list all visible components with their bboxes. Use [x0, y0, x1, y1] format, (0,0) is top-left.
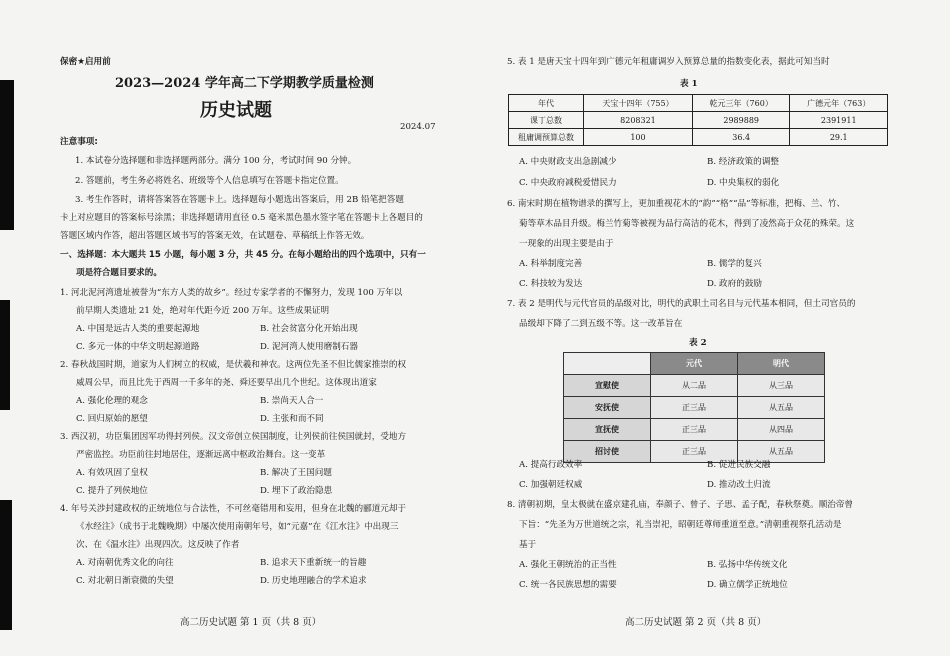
table-row — [509, 112, 888, 129]
question-6-cont: 菊等草木品目升级。梅兰竹菊等被视为品行高洁的花木，得到了凌然高于众花的殊荣。这 — [519, 219, 855, 229]
table-row — [509, 129, 888, 146]
question-1: 1. 河北泥河湾遗址被誉为“东方人类的故乡”。经过专家学者的不懈努力，发现 100 万年以 — [60, 288, 403, 298]
option: B. 儒学的复兴 — [707, 259, 762, 269]
table-row — [564, 375, 825, 397]
option: B. 解决了王国问题 — [260, 468, 332, 478]
question-4-cont: 次、在《温水注》出现四次。这反映了作者 — [76, 540, 240, 550]
option: B. 弘扬中华传统文化 — [707, 560, 788, 570]
table-header: 元代 — [651, 353, 738, 375]
table-cell: 正三品 — [651, 397, 738, 419]
question-8-cont: 基于 — [519, 540, 537, 550]
option: D. 推动改土归流 — [707, 480, 771, 490]
table-cell: 从二品 — [651, 375, 738, 397]
table-header — [564, 353, 651, 375]
table-cell: 安抚使 — [564, 397, 651, 419]
table-cell: 36.4 — [692, 129, 790, 146]
option: B. 崇尚天人合一 — [260, 396, 324, 406]
question-3: 3. 西汉初，功臣集团因军功得封列侯。汉文帝创立侯国制度，让列侯前往侯国就封，受地方 — [60, 432, 407, 442]
note-1: 1. 本试卷分选择题和非选择题两部分。满分 100 分，考试时间 90 分钟。 — [75, 156, 357, 166]
option: A. 中国是远古人类的重要起源地 — [76, 324, 200, 334]
table-cell: 招讨使 — [564, 441, 651, 463]
page-2 — [475, 0, 950, 656]
table-cell: 正三品 — [651, 419, 738, 441]
table-header: 天宝十四年（755） — [584, 95, 693, 112]
table-cell: 课丁总数 — [509, 112, 584, 129]
table-cell: 2989889 — [692, 112, 790, 129]
table-row — [564, 441, 825, 463]
table-cell: 100 — [584, 129, 693, 146]
confidential-label: 保密★启用前 — [60, 57, 111, 67]
table-row — [564, 397, 825, 419]
option: D. 中央集权的弱化 — [707, 178, 780, 188]
table-cell: 2391911 — [790, 112, 888, 129]
note-3-cont: 答题区域内作答，超出答题区域书写的答案无效，在试题卷、草稿纸上作答无效。 — [60, 231, 370, 241]
table-cell: 宣慰使 — [564, 375, 651, 397]
page-footer: 高二历史试题 第 2 页（共 8 页） — [625, 617, 767, 628]
option: B. 社会贫富分化开始出现 — [260, 324, 358, 334]
option: C. 提升了列侯地位 — [76, 486, 148, 496]
question-8-cont: 下旨：“先圣为万世道统之宗，礼当崇祀，昭朝廷尊师重道至意。”清朝重视祭孔活动是 — [519, 520, 842, 530]
option: D. 主张和而不同 — [260, 414, 324, 424]
table-cell: 8208321 — [584, 112, 693, 129]
section-heading-cont: 项是符合题目要求的。 — [76, 268, 162, 278]
table-header-row — [564, 353, 825, 375]
option: B. 经济政策的调整 — [707, 157, 779, 167]
option: A. 强化伦理的观念 — [76, 396, 148, 406]
option: C. 统一各民族思想的需要 — [519, 580, 617, 590]
note-3-cont: 卡上对应题目的答案标号涂黑；非选择题请用直径 0.5 毫米黑色墨水签字笔在答题卡上各题目的 — [60, 213, 423, 223]
question-4: 4. 年号关涉封建政权的正统地位与合法性，不可丝毫错用和妄用，但身在北魏的郦道元却于 — [60, 504, 407, 514]
option: B. 促进民族交融 — [707, 460, 771, 470]
table-cell: 从四品 — [738, 419, 825, 441]
option: D. 埋下了政治隐患 — [260, 486, 333, 496]
table-cell: 从五品 — [738, 441, 825, 463]
exam-title: 2023—2024 学年高二下学期教学质量检测 — [115, 76, 374, 91]
note-3: 3. 考生作答时，请将答案答在答题卡上。选择题每小题选出答案后，用 2B 铅笔把答题 — [75, 195, 404, 205]
question-4-cont: 《水经注》（成书于北魏晚期）中屡次使用南朝年号，如“元嘉”在《江水注》中出现三 — [76, 522, 399, 532]
option: A. 提高行政效率 — [519, 460, 583, 470]
table-cell: 从三品 — [738, 375, 825, 397]
option: D. 历史地理融合的学术追求 — [260, 576, 367, 586]
option: C. 中央政府减税爱惜民力 — [519, 178, 617, 188]
table-2-caption: 表 2 — [689, 338, 707, 348]
table-header: 年代 — [509, 95, 584, 112]
subject-title: 历史试题 — [200, 100, 272, 121]
question-7: 7. 表 2 是明代与元代官员的品级对比，明代的武职土司名目与元代基本相同，但土司官员的 — [507, 299, 856, 309]
table-row — [564, 419, 825, 441]
option: A. 中央财政支出急剧减少 — [519, 157, 617, 167]
option: C. 对北朝日渐衰微的失望 — [76, 576, 174, 586]
option: D. 确立儒学正统地位 — [707, 580, 788, 590]
table-cell: 正三品 — [651, 441, 738, 463]
option: C. 回归原始的愿望 — [76, 414, 148, 424]
option: A. 对南朝优秀文化的向往 — [76, 558, 174, 568]
page-footer: 高二历史试题 第 1 页（共 8 页） — [180, 617, 322, 628]
option: A. 强化王朝统治的正当性 — [519, 560, 617, 570]
option: D. 政府的鼓励 — [707, 279, 763, 289]
question-2-cont: 威周公早，而且比先于西周一千多年的尧、舜还要早出几个世纪。这体现出道家 — [76, 378, 377, 388]
table-cell: 租庸调预算总数 — [509, 129, 584, 146]
option: C. 科技较为发达 — [519, 279, 583, 289]
table-2 — [563, 352, 825, 463]
exam-date: 2024.07 — [400, 122, 436, 132]
option: C. 多元一体的中华文明起源道路 — [76, 342, 200, 352]
option: D. 泥河湾人使用磨制石器 — [260, 342, 358, 352]
table-header: 广德元年（763） — [790, 95, 888, 112]
question-6: 6. 南宋时期在植物谱录的撰写上，更加重视花木的“韵”“格”“品”等标准，把梅、兰、竹、 — [507, 199, 846, 209]
option: A. 有效巩固了皇权 — [76, 468, 148, 478]
table-header: 明代 — [738, 353, 825, 375]
question-8: 8. 清朝初期，皇太极就在盛京建孔庙，奉颜子、曾子、子思、孟子配，春秋祭奠。顺治帝曾 — [507, 500, 854, 510]
section-heading: 一、选择题：本大题共 15 小题，每小题 3 分，共 45 分。在每小题给出的四个选项中，只有一 — [60, 250, 426, 260]
table-1-caption: 表 1 — [680, 79, 698, 89]
option: B. 追求天下重新统一的旨趣 — [260, 558, 367, 568]
option: C. 加强朝廷权威 — [519, 480, 583, 490]
table-cell: 29.1 — [790, 129, 888, 146]
table-1 — [508, 94, 888, 146]
question-1-cont: 前早期人类遗址 21 处，绝对年代距今近 200 万年。这些成果证明 — [76, 306, 330, 316]
table-cell: 宣抚使 — [564, 419, 651, 441]
note-2: 2. 答题前，考生务必将姓名、班级等个人信息填写在答题卡指定位置。 — [75, 176, 344, 186]
notes-heading: 注意事项: — [60, 137, 98, 147]
table-header: 乾元三年（760） — [692, 95, 790, 112]
question-5: 5. 表 1 是唐天宝十四年到广德元年租庸调岁入预算总量的指数变化表，据此可知当时 — [507, 57, 830, 67]
table-cell: 从五品 — [738, 397, 825, 419]
table-header-row — [509, 95, 888, 112]
question-2: 2. 春秋战国时期，道家为人们树立的权威，是伏羲和神农。这两位先圣不但比儒家推崇的权 — [60, 360, 407, 370]
question-7-cont: 品级却下降了二到五级不等。这一改革旨在 — [519, 319, 683, 329]
option: A. 科举制度完善 — [519, 259, 583, 269]
question-3-cont: 严密监控。功臣前往封地居住，逐渐远离中枢政治舞台。这一变革 — [76, 450, 326, 460]
question-6-cont: 一现象的出现主要是由于 — [519, 239, 614, 249]
